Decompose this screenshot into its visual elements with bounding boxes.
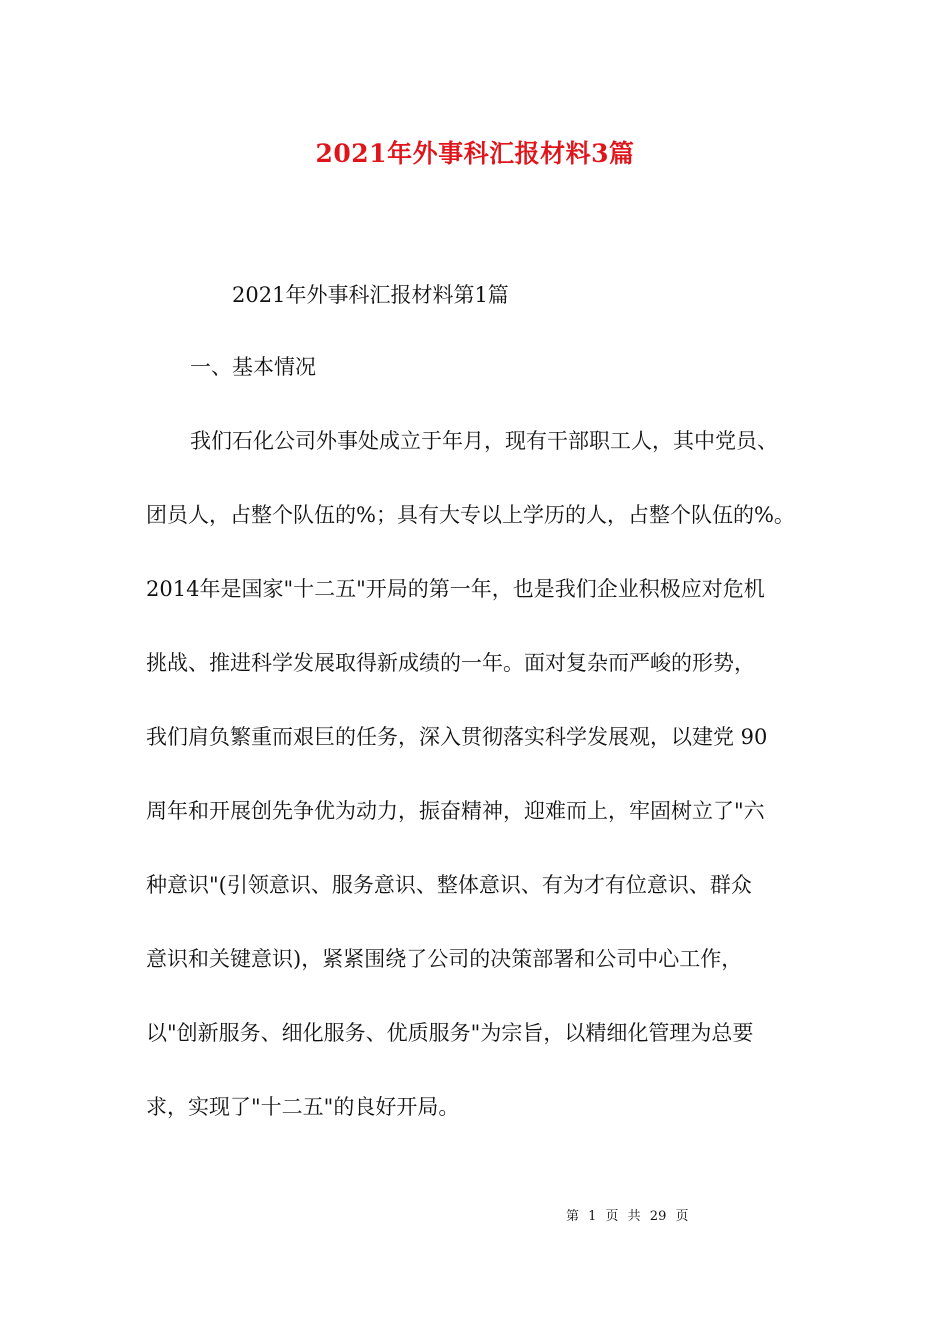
paragraph-line: 以"创新服务、细化服务、优质服务"为宗旨，以精细化管理为总要 bbox=[146, 1021, 754, 1045]
paragraph-line: 求，实现了"十二五"的良好开局。 bbox=[146, 1095, 460, 1119]
paragraph-line: 挑战、推进科学发展取得新成绩的一年。面对复杂而严峻的形势， bbox=[146, 651, 755, 675]
paragraph-line: 我们肩负繁重而艰巨的任务，深入贯彻落实科学发展观，以建党 90 bbox=[146, 725, 768, 749]
document-title: 2021年外事科汇报材料3篇 bbox=[315, 139, 635, 168]
paragraph-line: 种意识"(引领意识、服务意识、整体意识、有为才有位意识、群众 bbox=[146, 873, 752, 897]
paragraph-line: 2014年是国家"十二五"开局的第一年，也是我们企业积极应对危机 bbox=[146, 577, 765, 601]
paragraph-line: 团员人，占整个队伍的%；具有大专以上学历的人，占整个队伍的%。 bbox=[146, 503, 795, 527]
paragraph-line: 周年和开展创先争优为动力，振奋精神，迎难而上，牢固树立了"六 bbox=[146, 799, 765, 823]
paragraph-line: 我们石化公司外事处成立于年月，现有干部职工人，其中党员、 bbox=[190, 429, 778, 453]
body-paragraph bbox=[146, 425, 810, 1165]
section-subtitle: 2021年外事科汇报材料第1篇 bbox=[232, 283, 509, 307]
page-number-footer: 第 1 页 共 29 页 bbox=[566, 1209, 689, 1224]
paragraph-line: 意识和关键意识)，紧紧围绕了公司的决策部署和公司中心工作， bbox=[146, 947, 743, 971]
section-heading: 一、基本情况 bbox=[190, 355, 316, 379]
